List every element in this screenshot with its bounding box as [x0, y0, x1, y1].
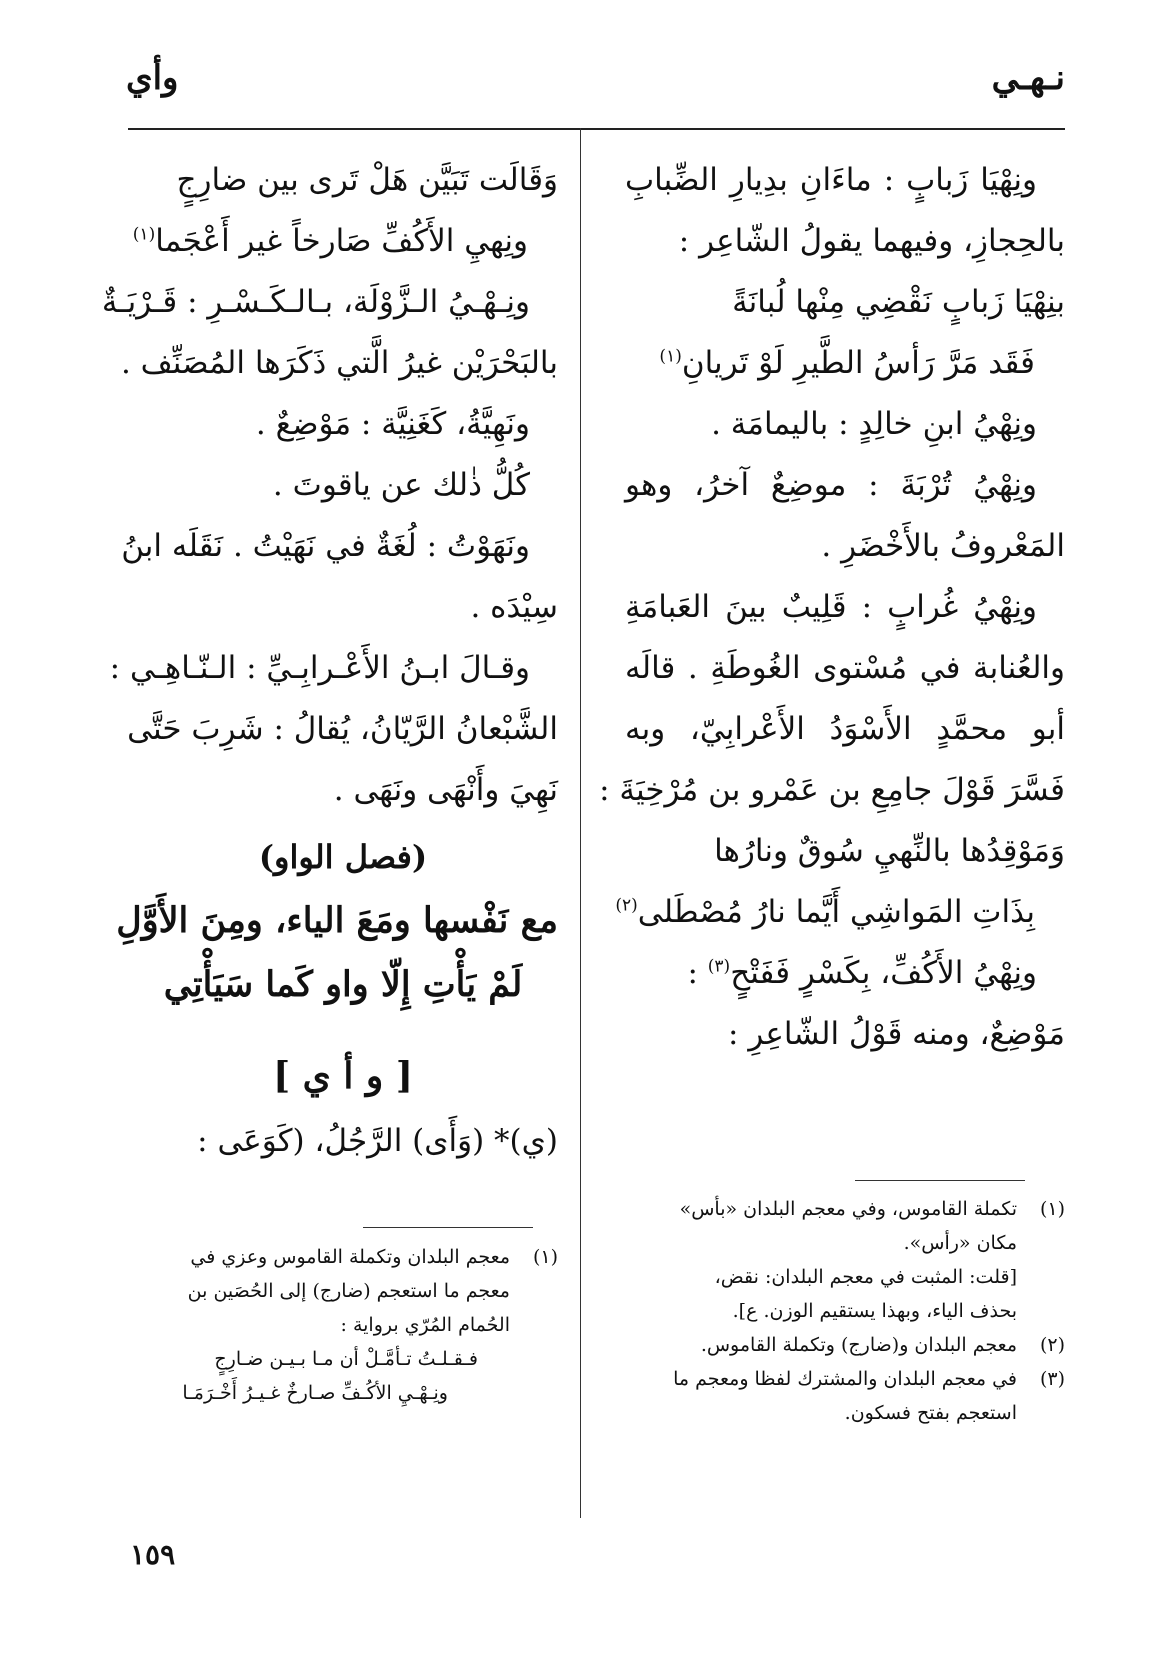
column-divider	[580, 128, 581, 1518]
footnote-number: (١)	[1039, 1198, 1065, 1220]
footnote-body	[128, 1240, 510, 1342]
text-line: ونَهِيَّةُ، كَغَنِيَّة : مَوْضِعٌ .	[255, 406, 530, 442]
text-line: سِيْدَه .	[470, 589, 558, 625]
right-column	[599, 150, 1065, 1065]
footnote	[625, 1328, 1065, 1362]
text-line: أبو محمَّدٍ الأَسْوَدُ الأَعْرابِيّ، وبه	[625, 711, 1065, 747]
footnotes-right	[625, 1192, 1065, 1430]
footnote-body	[625, 1260, 1017, 1328]
footnote-body	[625, 1192, 1017, 1260]
verse-text: فَقَد مَرَّ رَأسُ الطَّيرِ لَوْ تَريانِ	[681, 345, 1035, 381]
footnote-mark: (١)	[132, 224, 156, 245]
footnote-mark: (١)	[659, 346, 682, 367]
verse-line: وَقَالَت تَبَيَّن هَلْ تَرى بين ضارِجٍ	[176, 162, 558, 198]
text-line: الشَّبْعانُ الرَّيّانُ، يُقالُ : شَرِبَ حَتَّى	[127, 711, 558, 747]
left-column	[101, 150, 558, 1172]
footnote	[625, 1192, 1065, 1260]
text-line: بالحِجازِ، وفيهما يقولُ الشّاعِر :	[678, 223, 1065, 259]
text-segment: :	[687, 955, 708, 991]
text-line: والعُنابة في مُسْتوى الغُوطَةِ . قالَه	[625, 650, 1065, 686]
footnote-mark: (٢)	[615, 895, 638, 916]
text-line: ونِهْيَا زَبابٍ : ماءَانِ بدِيارِ الضِّبابِ	[625, 162, 1037, 198]
running-head-left: وأي	[126, 58, 179, 98]
text-line: بالبَحْرَيْن غيرُ الَّتي ذَكَرَها المُصَنِّف .	[120, 345, 558, 381]
verse-text: ونِهيِ الأَكُفِّ صَارخاً غير أَعْجَما	[155, 223, 528, 259]
footnote	[625, 1260, 1065, 1328]
footnote-line: تكملة القاموس، وفي معجم البلدان «بأس»	[679, 1198, 1017, 1220]
footnote-rule	[363, 1227, 533, 1228]
verse-line	[615, 882, 1065, 943]
entry-heading: [ و أ ي ]	[273, 1055, 413, 1097]
footnote-line: مكان «رأس».	[903, 1232, 1017, 1254]
text-line: ونِهْيُ غُرابٍ : قَلِيبٌ بينَ العَبامَةِ	[625, 589, 1037, 625]
footnote-body	[625, 1328, 1017, 1362]
verse-line	[128, 211, 558, 272]
text-line: ونِهْيُ ابنِ خالِدٍ : باليمامَة .	[711, 406, 1037, 442]
footnote-line: معجم البلدان وتكملة القاموس وعزي في	[190, 1246, 510, 1268]
footnote-line: في معجم البلدان والمشترك لفظا ومعجم ما	[673, 1368, 1017, 1390]
footnote-number: (٢)	[1039, 1334, 1065, 1356]
text-line: مَوْضِعٌ، ومنه قَوْلُ الشّاعِرِ :	[728, 1016, 1065, 1052]
footnote-line: استعجم بفتح فسكون.	[844, 1402, 1017, 1424]
running-head-right: نـهـي	[991, 58, 1065, 98]
verse-line	[625, 333, 1065, 394]
text-line: فَسَّرَ قَوْلَ جامِعِ بن عَمْرو بن مُرْخِيَةَ :	[599, 772, 1065, 808]
text-line: ونِـهْـيُ الـزَّوْلَة، بـالـكَـسْـرِ : قَـرْيَـةٌ	[101, 284, 530, 320]
page-number: ١٥٩	[130, 1538, 176, 1571]
footnote	[625, 1362, 1065, 1430]
footnote-line: بحذف الياء، وبهذا يستقيم الوزن. ع].	[732, 1300, 1017, 1322]
text-line: المَعْروفُ بالأَخْضَرِ .	[821, 528, 1065, 564]
verse-line: وَمَوْقِدُها بالنِّهيِ سُوقٌ ونارُها	[714, 833, 1065, 869]
text-segment: ونِهْيُ الأَكُفِّ، بِكَسْرٍ فَفَتْحٍ	[730, 955, 1037, 991]
footnote-line: الحُمام المُرّي برواية :	[340, 1314, 510, 1336]
text-line: كُلُّ ذٰلك عن ياقوتَ .	[272, 467, 530, 503]
text-line	[625, 943, 1065, 1004]
text-line: وقـالَ ابـنُ الأَعْـرابِـيِّ : الـنّـاهِـي :	[109, 650, 530, 686]
text-line: (ي)* (وَأَى) الرَّجُلُ، (كَوَعَى :	[197, 1123, 558, 1159]
footnotes-left	[128, 1240, 558, 1410]
footnote-number	[1017, 1260, 1065, 1328]
footnote-line: معجم البلدان و(ضارج) وتكملة القاموس.	[700, 1334, 1017, 1356]
footnote-line: [قلت: المثبت في معجم البلدان: نقض،	[714, 1266, 1017, 1288]
footnote-body	[625, 1362, 1017, 1430]
footnote-line: معجم ما استعجم (ضارج) إلى الحُصَين بن	[187, 1280, 510, 1302]
header-rule	[128, 128, 1065, 130]
footnote	[128, 1240, 558, 1342]
footnote-mark: (٣)	[707, 956, 731, 977]
footnote-verse: ونِـهْـيِ الأكُـفِّ صـارخٌ غـيـرُ أَخْـرَمَـا	[182, 1382, 448, 1404]
section-subtitle: مع نَفْسها ومَعَ الياء، ومِنَ الأَوَّلِ	[116, 900, 558, 941]
section-subtitle: لَمْ يَأْتِ إِلّا واو كَما سَيَأْتِي	[163, 964, 523, 1005]
verse-line: بنِهْيَا زَبابٍ نَقْضِي مِنْها لُبانَةً	[732, 284, 1065, 320]
text-line: ونَهَوْتُ : لُغَةٌ في نَهَيْتُ . نَقَلَه ابنُ	[121, 528, 530, 564]
verse-text: بِذَاتِ المَواشِي أَيَّما نارُ مُصْطَلى	[637, 894, 1035, 930]
footnote-number: (٣)	[1039, 1368, 1065, 1390]
section-title: (فصل الواو)	[258, 838, 428, 876]
text-line: ونِهْيُ تُرْبَةَ : موضِعٌ آخرُ، وهو	[625, 467, 1037, 503]
footnote-verse: فـقـلـتُ تـأمَّـلْ أن مـا بـيـن ضـارِجٍ	[214, 1348, 478, 1370]
text-line: نَهِيَ وأَنْهَى ونَهَى .	[333, 772, 558, 808]
footnote-number: (١)	[532, 1246, 558, 1268]
footnote-rule	[855, 1180, 1025, 1181]
